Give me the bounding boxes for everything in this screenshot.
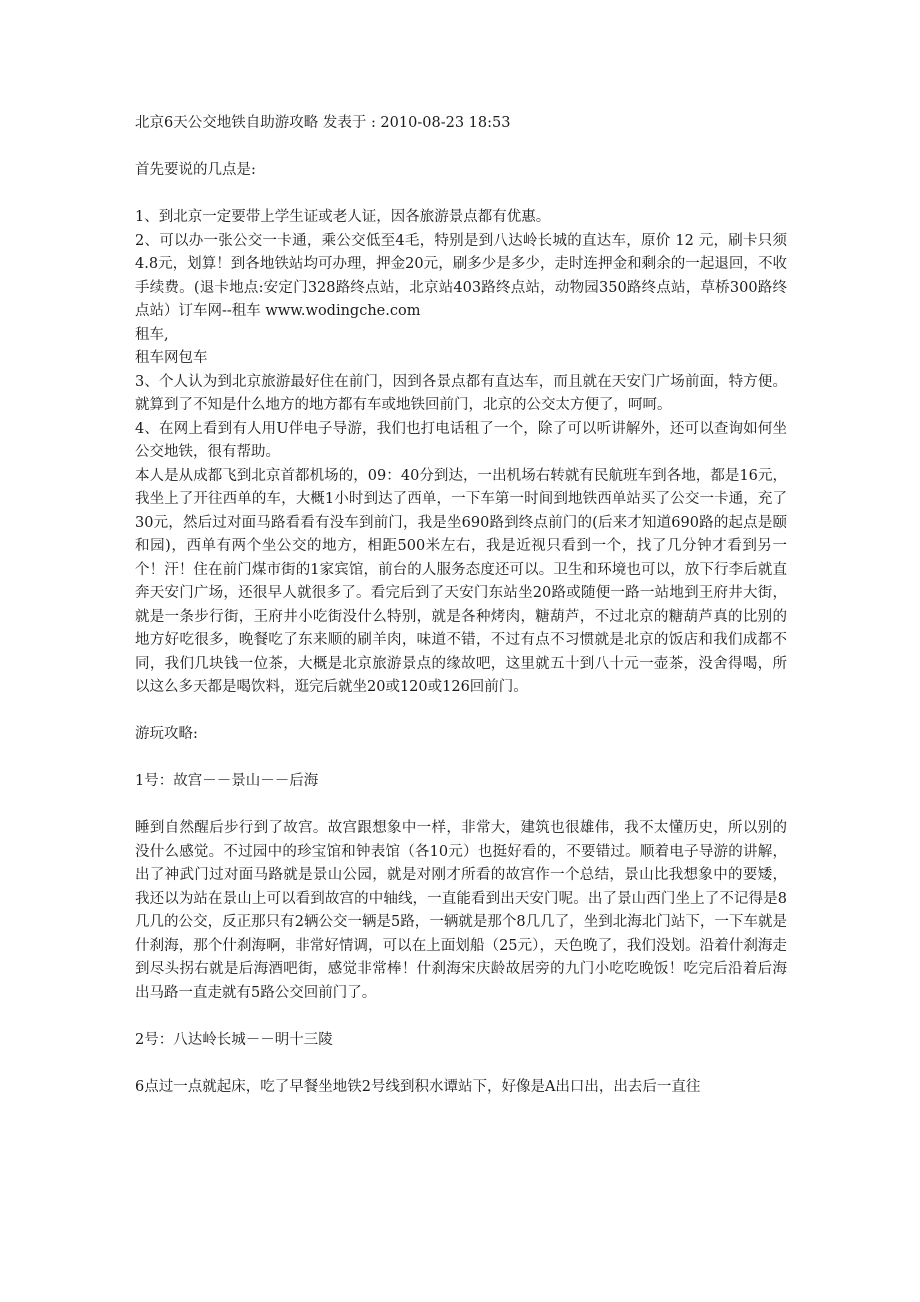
point-4: 4、在网上看到有人用U伴电子导游，我们也打电话租了一个，除了可以听讲解外，还可以查询如何坐公交地铁，很有帮助。 bbox=[135, 420, 787, 460]
doc-title: 北京6天公交地铁自助游攻略 发表于 : 2010-08-23 18:53 bbox=[135, 115, 511, 131]
point-1: 1、到北京一定要带上学生证或老人证，因各旅游景点都有优惠。 bbox=[135, 209, 551, 225]
intro-line: 首先要说的几点是: bbox=[135, 162, 256, 178]
rental-line: 租车, bbox=[135, 326, 169, 343]
day1-text: 睡到自然醒后步行到了故宫。故宫跟想象中一样，非常大，建筑也很雄伟，我不太懂历史，所以别的没什么感觉。不过园中的珍宝馆和钟表馆（各10元）也挺好看的，不要错过。顺着电子导游的讲解，出了神武门过对面马路就是景山公园，就是对刚才所看的故宫作一个总结，景山比我想象中的要矮，我还以为站在景山上可以看到故宫的中轴线，一直能看到出天安门呢。出了景山西门坐上了不记得是8几几的公交，反正那只有2辆公交一辆是5路，一辆就是那个8几几了，坐到北海北门站下，一下车就是什刹海，那个什刹海啊，非常好情调，可以在上面划船（25元），天色晚了，我们没划。沿着什刹海走到尽头拐右就是后海酒吧街，感觉非常棒！什刹海宋庆龄故居旁的九门小吃吃晚饭！吃完后沿着后海出马路一直走就有5路公交回前门了。 bbox=[135, 820, 787, 1001]
tips-heading: 游玩攻略: bbox=[135, 726, 198, 742]
document-body bbox=[135, 112, 787, 1099]
spacer bbox=[135, 136, 787, 160]
day2-heading: 2号：八达岭长城－－明十三陵 bbox=[135, 1031, 333, 1048]
spacer bbox=[135, 747, 787, 771]
point-2: 2、可以办一张公交一卡通，乘公交低至4毛，特别是到八达岭长城的直达车，原价 12 元，刷卡只须4.8元，划算！到各地铁站均可办理，押金20元，刷多少是多少，走时连押金和剩余的一起退回，不收手续费。(退卡地点:安定门328路终点站，北京站403路终点站，动物园350路终点站，草桥300路终点站）订车网--租车 www.wodingche.com bbox=[135, 232, 787, 319]
spacer bbox=[135, 794, 787, 818]
point-3: 3、个人认为到北京旅游最好住在前门，因到各景点都有直达车，而且就在天安门广场前面，特方便。就算到了不知是什么地方的地方都有车或地铁回前门，北京的公交太方便了，呵呵。 bbox=[135, 373, 787, 413]
spacer bbox=[135, 1052, 787, 1076]
day2-text: 6点过一点就起床，吃了早餐坐地铁2号线到积水谭站下，好像是A出口出，出去后一直往 bbox=[135, 1078, 701, 1095]
spacer bbox=[135, 700, 787, 724]
day1-heading: 1号：故宫－－景山－－后海 bbox=[135, 773, 319, 789]
spacer bbox=[135, 183, 787, 207]
rental-line: 租车网包车 bbox=[135, 350, 208, 366]
spacer bbox=[135, 1005, 787, 1029]
arrival-story: 本人是从成都飞到北京首都机场的，09：40分到达，一出机场右转就有民航班车到各地，都是16元，我坐上了开往西单的车，大概1小时到达了西单，一下车第一时间到地铁西单站买了公交一卡通，充了30元，然后过对面马路看看有没车到前门，我是坐690路到终点前门的(后来才知道690路的起点是颐和园)，西单有两个坐公交的地方，相距500米左右，我是近视只看到一个，找了几分钟才看到另一个！汗！住在前门煤市街的1家宾馆，前台的人服务态度还可以。卫生和环境也可以，放下行李后就直奔天安门广场，还很早人就很多了。看完后到了天安门东站坐20路或随便一路一站地到王府井大街，就是一条步行街，王府井小吃街没什么特别，就是各种烤肉，糖葫芦，不过北京的糖葫芦真的比别的地方好吃很多，晚餐吃了东来顺的刷羊肉，味道不错，不过有点不习惯就是北京的饭店和我们成都不同，我们几块钱一位茶，大概是北京旅游景点的缘故吧，这里就五十到八十元一壶茶，没舍得喝，所以这么多天都是喝饮料，逛完后就坐20或120或126回前门。 bbox=[135, 467, 787, 695]
